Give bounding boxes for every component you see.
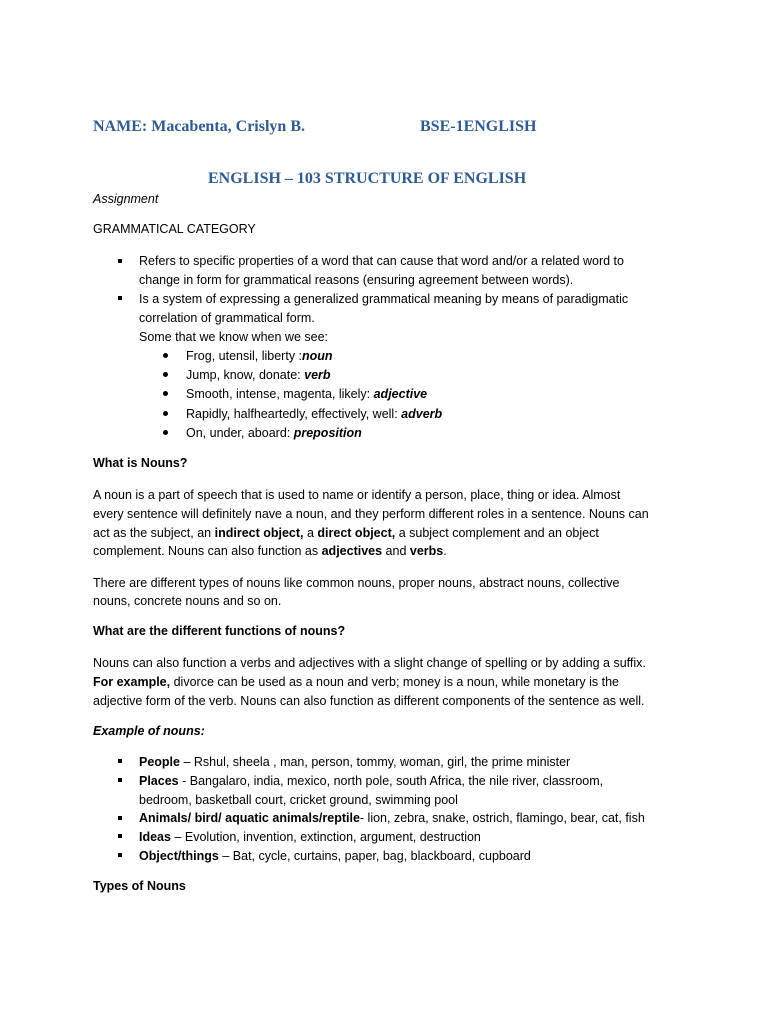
square-bullet-icon bbox=[118, 778, 122, 782]
pos-example-preposition: On, under, aboard: preposition bbox=[186, 426, 362, 440]
example-ideas: Ideas – Evolution, invention, extinction, argument, destruction bbox=[139, 830, 481, 844]
pos-example-adverb: Rapidly, halfheartedly, effectively, well: adverb bbox=[186, 407, 443, 421]
gc-bullet1-line1: Refers to specific properties of a word that can cause that word and/or a related word to bbox=[139, 254, 624, 268]
square-bullet-icon bbox=[118, 296, 122, 300]
square-bullet-icon bbox=[118, 834, 122, 838]
course-code: BSE-1ENGLISH bbox=[420, 118, 537, 135]
nouns-para1-line2: every sentence will definitely nave a noun, and they perform different roles in a sentence. Nouns can bbox=[93, 507, 649, 521]
student-name: NAME: Macabenta, Crislyn B. bbox=[93, 118, 305, 135]
nouns-para1-line1: A noun is a part of speech that is used to name or identify a person, place, thing or idea. Almost bbox=[93, 488, 621, 502]
what-is-nouns-title: What is Nouns? bbox=[93, 456, 188, 470]
example-people: People – Rshul, sheela , man, person, tommy, woman, girl, the prime minister bbox=[139, 755, 571, 769]
subject-title: ENGLISH – 103 STRUCTURE OF ENGLISH bbox=[208, 170, 527, 187]
gc-intro: Some that we know when we see: bbox=[139, 330, 328, 344]
pos-example-noun: Frog, utensil, liberty :noun bbox=[186, 349, 333, 363]
grammatical-category-title: GRAMMATICAL CATEGORY bbox=[93, 222, 256, 236]
example-of-nouns-title: Example of nouns: bbox=[93, 724, 205, 738]
nouns-para2-line2: nouns, concrete nouns and so on. bbox=[93, 594, 282, 608]
functions-line2: For example, divorce can be used as a noun and verb; money is a noun, while monetary is the bbox=[93, 675, 620, 689]
square-bullet-icon bbox=[118, 816, 122, 820]
pos-example-verb: Jump, know, donate: verb bbox=[186, 368, 331, 382]
square-bullet-icon bbox=[118, 759, 122, 763]
round-bullet-icon bbox=[163, 353, 168, 358]
nouns-para1-line3: act as the subject, an indirect object, a direct object, a subject complement and an object bbox=[93, 526, 599, 540]
example-places: Places - Bangalaro, india, mexico, north pole, south Africa, the nile river, classroom, bbox=[139, 774, 604, 788]
assignment-label: Assignment bbox=[93, 192, 159, 206]
round-bullet-icon bbox=[163, 372, 168, 377]
gc-bullet2-line1: Is a system of expressing a generalized grammatical meaning by means of paradigmatic bbox=[139, 292, 629, 306]
gc-bullet2-line2: correlation of grammatical form. bbox=[139, 311, 315, 325]
nouns-para2-line1: There are different types of nouns like common nouns, proper nouns, abstract nouns, collective bbox=[93, 576, 620, 590]
round-bullet-icon bbox=[163, 411, 168, 416]
round-bullet-icon bbox=[163, 391, 168, 396]
functions-line3: adjective form of the verb. Nouns can also function as different components of the sentence as well. bbox=[93, 694, 645, 708]
example-animals: Animals/ bird/ aquatic animals/reptile- lion, zebra, snake, ostrich, flamingo, bear, cat, fish bbox=[139, 811, 645, 825]
example-objects: Object/things – Bat, cycle, curtains, paper, bag, blackboard, cupboard bbox=[139, 849, 531, 863]
square-bullet-icon bbox=[118, 259, 122, 263]
round-bullet-icon bbox=[163, 430, 168, 435]
nouns-para1-line4: complement. Nouns can also function as adjectives and verbs. bbox=[93, 544, 447, 558]
square-bullet-icon bbox=[118, 853, 122, 857]
types-of-nouns-title: Types of Nouns bbox=[93, 879, 186, 893]
functions-title: What are the different functions of nouns? bbox=[93, 624, 346, 638]
functions-line1: Nouns can also function a verbs and adjectives with a slight change of spelling or by adding a suffix. bbox=[93, 656, 646, 670]
gc-bullet1-line2: change in form for grammatical reasons (ensuring agreement between words). bbox=[139, 273, 574, 287]
pos-example-adjective: Smooth, intense, magenta, likely: adjective bbox=[186, 387, 428, 401]
example-places-line2: bedroom, basketball court, cricket ground, swimming pool bbox=[139, 793, 458, 807]
